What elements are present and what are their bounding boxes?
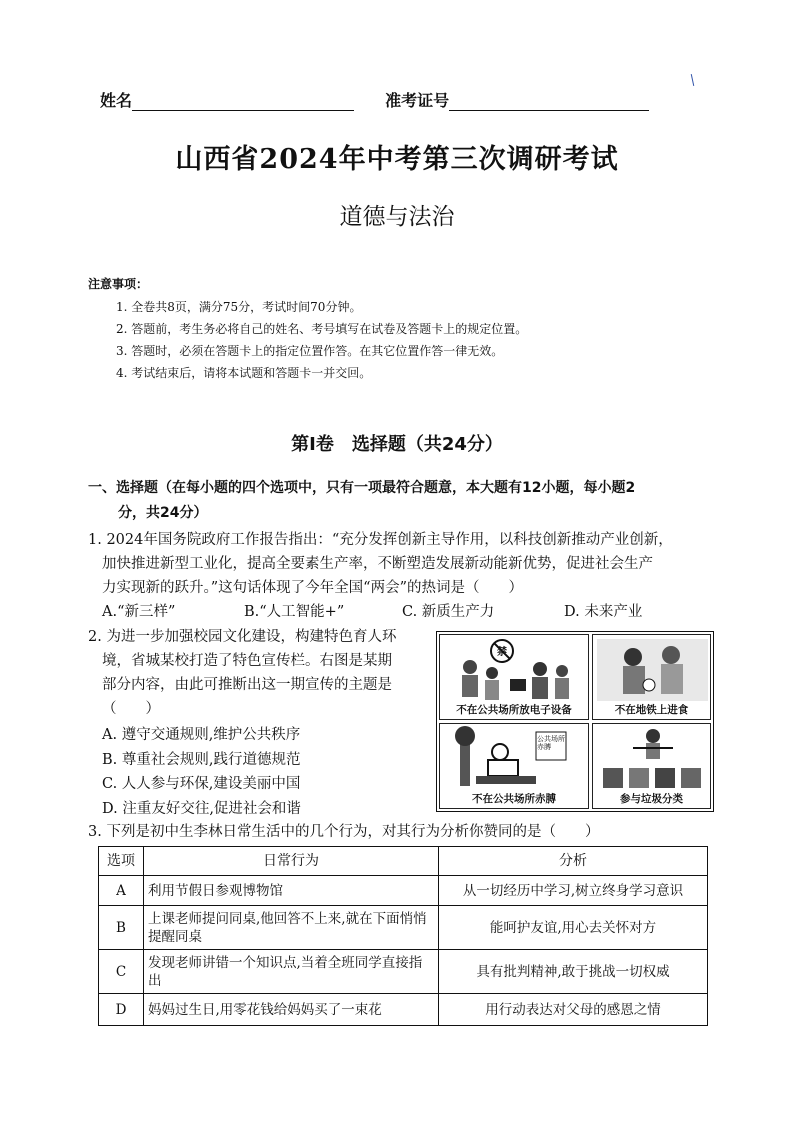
table-row bbox=[99, 906, 708, 950]
name-field[interactable] bbox=[132, 94, 354, 111]
publicity-board-cartoon bbox=[436, 631, 714, 812]
panel-caption: 不在公共场所放电子设备 bbox=[456, 704, 572, 716]
option-b[interactable]: B.“人工智能+” bbox=[244, 604, 345, 620]
sign-text: 公共场所赤膊 bbox=[537, 735, 565, 751]
student-info-row bbox=[100, 88, 649, 111]
option-cell[interactable]: D bbox=[99, 994, 144, 1026]
question-1-options bbox=[102, 600, 722, 624]
cartoon-panel-shirtless bbox=[439, 723, 589, 809]
question-1-line: 加快推进新型工业化，提高全要素生产率，不断塑造发展新动能新优势，促进社会生产 bbox=[102, 556, 653, 572]
note-item: 2. 答题前，考生务必将自己的姓名、考号填写在试卷及答题卡上的规定位置。 bbox=[116, 322, 528, 336]
table-row bbox=[99, 876, 708, 906]
column-header: 选项 bbox=[99, 847, 144, 876]
analysis-cell: 用行动表达对父母的感恩之情 bbox=[439, 994, 708, 1026]
behavior-cell: 上课老师提问同桌,他回答不上来,就在下面悄悄提醒同桌 bbox=[144, 906, 439, 950]
option-cell[interactable]: C bbox=[99, 950, 144, 994]
option-b[interactable]: B. 尊重社会规则,践行道德规范 bbox=[102, 751, 301, 768]
question-3-table bbox=[98, 846, 708, 1026]
cartoon-panel-subway bbox=[592, 634, 711, 720]
part-one-line: 一、选择题（在每小题的四个选项中，只有一项最符合题意，本大题有12小题，每小题2 bbox=[88, 480, 636, 496]
note-item: 4. 考试结束后，请将本试题和答题卡一并交回。 bbox=[116, 366, 372, 380]
behavior-cell: 妈妈过生日,用零花钱给妈妈买了一束花 bbox=[144, 994, 439, 1026]
option-d[interactable]: D. 未来产业 bbox=[564, 604, 643, 620]
panel-caption: 参与垃圾分类 bbox=[620, 793, 683, 805]
table-row bbox=[99, 950, 708, 994]
option-a[interactable]: A.“新三样” bbox=[102, 604, 176, 620]
forbid-sign-text: 禁 bbox=[497, 647, 507, 658]
option-c[interactable]: C. 新质生产力 bbox=[402, 604, 495, 620]
question-2-line: 境，省城某校打造了特色宣传栏。右图是某期 bbox=[102, 653, 392, 669]
subject-title: 道德与法治 bbox=[339, 204, 455, 230]
option-d[interactable]: D. 注重友好交往,促进社会和谐 bbox=[102, 800, 301, 817]
note-item: 3. 答题时，必须在答题卡上的指定位置作答。在其它位置作答一律无效。 bbox=[116, 344, 504, 358]
analysis-cell: 具有批判精神,敢于挑战一切权威 bbox=[439, 950, 708, 994]
question-2 bbox=[88, 625, 438, 721]
exam-id-label: 准考证号 bbox=[385, 91, 450, 110]
question-2-line: 2. 为进一步加强校园文化建设，构建特色育人环 bbox=[88, 629, 397, 645]
question-2-line: （ ） bbox=[102, 701, 160, 717]
panel-caption: 不在地铁上进食 bbox=[614, 704, 689, 716]
question-1 bbox=[88, 528, 722, 624]
shirtless-man-illustration bbox=[440, 724, 589, 794]
question-2-line: 部分内容，由此可推断出这一期宣传的主题是 bbox=[102, 677, 392, 693]
column-header: 日常行为 bbox=[144, 847, 439, 876]
part-one-line: 分，共24分） bbox=[118, 505, 208, 521]
note-item: 1. 全卷共8页，满分75分，考试时间70分钟。 bbox=[116, 300, 362, 314]
exam-id-field[interactable] bbox=[449, 94, 649, 111]
people-phones-illustration bbox=[440, 635, 589, 705]
notes-list bbox=[116, 296, 527, 384]
subway-eating-illustration bbox=[593, 635, 711, 705]
notes-heading: 注意事项： bbox=[88, 277, 149, 291]
option-a[interactable]: A. 遵守交通规则,维护公共秩序 bbox=[102, 727, 301, 743]
pen-mark bbox=[691, 74, 694, 86]
question-2-options bbox=[102, 723, 301, 821]
question-1-line: 1. 2024年国务院政府工作报告指出：“充分发挥创新主导作用，以科技创新推动产业创新， bbox=[88, 532, 673, 548]
exam-title: 山西省2024年中考第三次调研考试 bbox=[175, 144, 619, 175]
question-3: 3. 下列是初中生李林日常生活中的几个行为，对其行为分析你赞同的是（ ） bbox=[88, 824, 600, 840]
option-cell[interactable]: A bbox=[99, 876, 144, 906]
behavior-cell: 发现老师讲错一个知识点,当着全班同学直接指出 bbox=[144, 950, 439, 994]
table-header-row bbox=[99, 847, 708, 876]
cartoon-panel-devices bbox=[439, 634, 589, 720]
name-label: 姓名 bbox=[100, 91, 133, 110]
cartoon-panel-sorting bbox=[592, 723, 711, 809]
garbage-sorting-illustration bbox=[593, 724, 711, 794]
column-header: 分析 bbox=[439, 847, 708, 876]
table-row bbox=[99, 994, 708, 1026]
option-c[interactable]: C. 人人参与环保,建设美丽中国 bbox=[102, 776, 301, 792]
option-cell[interactable]: B bbox=[99, 906, 144, 950]
analysis-cell: 能呵护友谊,用心去关怀对方 bbox=[439, 906, 708, 950]
part-one-instructions bbox=[88, 476, 718, 526]
question-1-line: 力实现新的跃升。”这句话体现了今年全国“两会”的热词是（ ） bbox=[102, 580, 523, 596]
section-title: 第Ⅰ卷 选择题（共24分） bbox=[291, 434, 503, 455]
behavior-cell: 利用节假日参观博物馆 bbox=[144, 876, 439, 906]
panel-caption: 不在公共场所赤膊 bbox=[472, 793, 556, 805]
analysis-cell: 从一切经历中学习,树立终身学习意识 bbox=[439, 876, 708, 906]
